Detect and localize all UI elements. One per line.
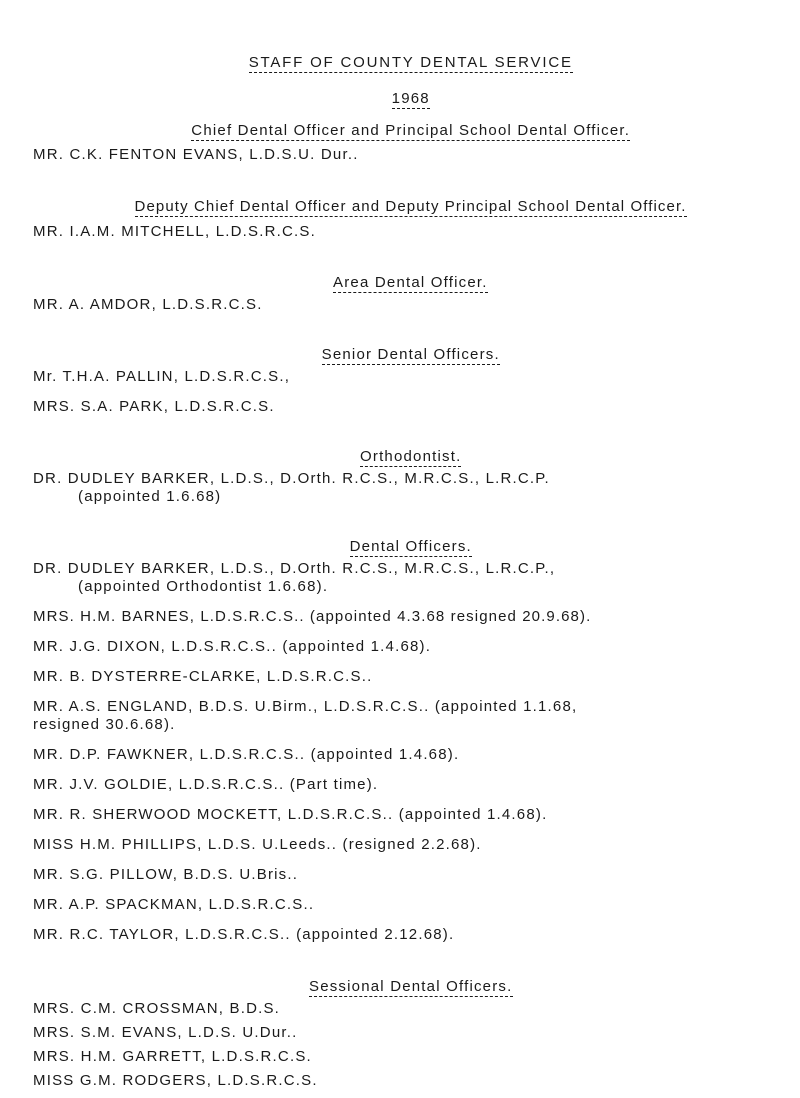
year-heading: 1968 — [391, 90, 430, 107]
document-title: STAFF OF COUNTY DENTAL SERVICE — [248, 54, 573, 71]
staff-entry: MR. A.P. SPACKMAN, L.D.S.R.C.S.. — [33, 896, 315, 913]
staff-entry: MRS. C.M. CROSSMAN, B.D.S. — [33, 1000, 281, 1017]
dental-section-heading: Dental Officers. — [349, 538, 472, 555]
area-section-heading: Area Dental Officer. — [333, 274, 488, 291]
staff-entry: MRS. H.M. BARNES, L.D.S.R.C.S.. (appointed 4.3.68 resigned 20.9.68). — [33, 608, 592, 625]
staff-entry-continuation: (appointed 1.6.68) — [78, 488, 222, 505]
staff-entry: MISS G.M. RODGERS, L.D.S.R.C.S. — [33, 1072, 318, 1089]
staff-entry: MRS. S.A. PARK, L.D.S.R.C.S. — [33, 398, 275, 415]
staff-entry: DR. DUDLEY BARKER, L.D.S., D.Orth. R.C.S., M.R.C.S., L.R.C.P., — [33, 560, 556, 577]
staff-entry: MR. B. DYSTERRE-CLARKE, L.D.S.R.C.S.. — [33, 668, 373, 685]
staff-entry: MR. J.G. DIXON, L.D.S.R.C.S.. (appointed 1.4.68). — [33, 638, 432, 655]
chief-section-heading: Chief Dental Officer and Principal School Dental Officer. — [191, 122, 631, 139]
staff-entry: MR. J.V. GOLDIE, L.D.S.R.C.S.. (Part time). — [33, 776, 379, 793]
staff-entry-continuation: (appointed Orthodontist 1.6.68). — [78, 578, 329, 595]
staff-entry: MR. D.P. FAWKNER, L.D.S.R.C.S.. (appointed 1.4.68). — [33, 746, 460, 763]
staff-entry-continuation: resigned 30.6.68). — [33, 716, 176, 733]
ortho-section-heading: Orthodontist. — [360, 448, 462, 465]
staff-entry: MR. I.A.M. MITCHELL, L.D.S.R.C.S. — [33, 223, 316, 240]
staff-entry: MR. R.C. TAYLOR, L.D.S.R.C.S.. (appointed 2.12.68). — [33, 926, 455, 943]
staff-entry: MR. C.K. FENTON EVANS, L.D.S.U. Dur.. — [33, 146, 359, 163]
staff-entry: DR. DUDLEY BARKER, L.D.S., D.Orth. R.C.S., M.R.C.S., L.R.C.P. — [33, 470, 550, 487]
staff-entry: MR. S.G. PILLOW, B.D.S. U.Bris.. — [33, 866, 299, 883]
senior-section-heading: Senior Dental Officers. — [321, 346, 500, 363]
staff-entry: MR. A.S. ENGLAND, B.D.S. U.Birm., L.D.S.R.C.S.. (appointed 1.1.68, — [33, 698, 578, 715]
staff-entry: MR. A. AMDOR, L.D.S.R.C.S. — [33, 296, 263, 313]
sessional-section-heading: Sessional Dental Officers. — [308, 978, 513, 995]
staff-entry: MRS. H.M. GARRETT, L.D.S.R.C.S. — [33, 1048, 312, 1065]
staff-entry: MISS H.M. PHILLIPS, L.D.S. U.Leeds.. (resigned 2.2.68). — [33, 836, 482, 853]
staff-entry: MR. R. SHERWOOD MOCKETT, L.D.S.R.C.S.. (appointed 1.4.68). — [33, 806, 548, 823]
staff-entry: MRS. S.M. EVANS, L.D.S. U.Dur.. — [33, 1024, 298, 1041]
staff-entry: Mr. T.H.A. PALLIN, L.D.S.R.C.S., — [33, 368, 291, 385]
deputy-section-heading: Deputy Chief Dental Officer and Deputy Principal School Dental Officer. — [134, 198, 687, 215]
